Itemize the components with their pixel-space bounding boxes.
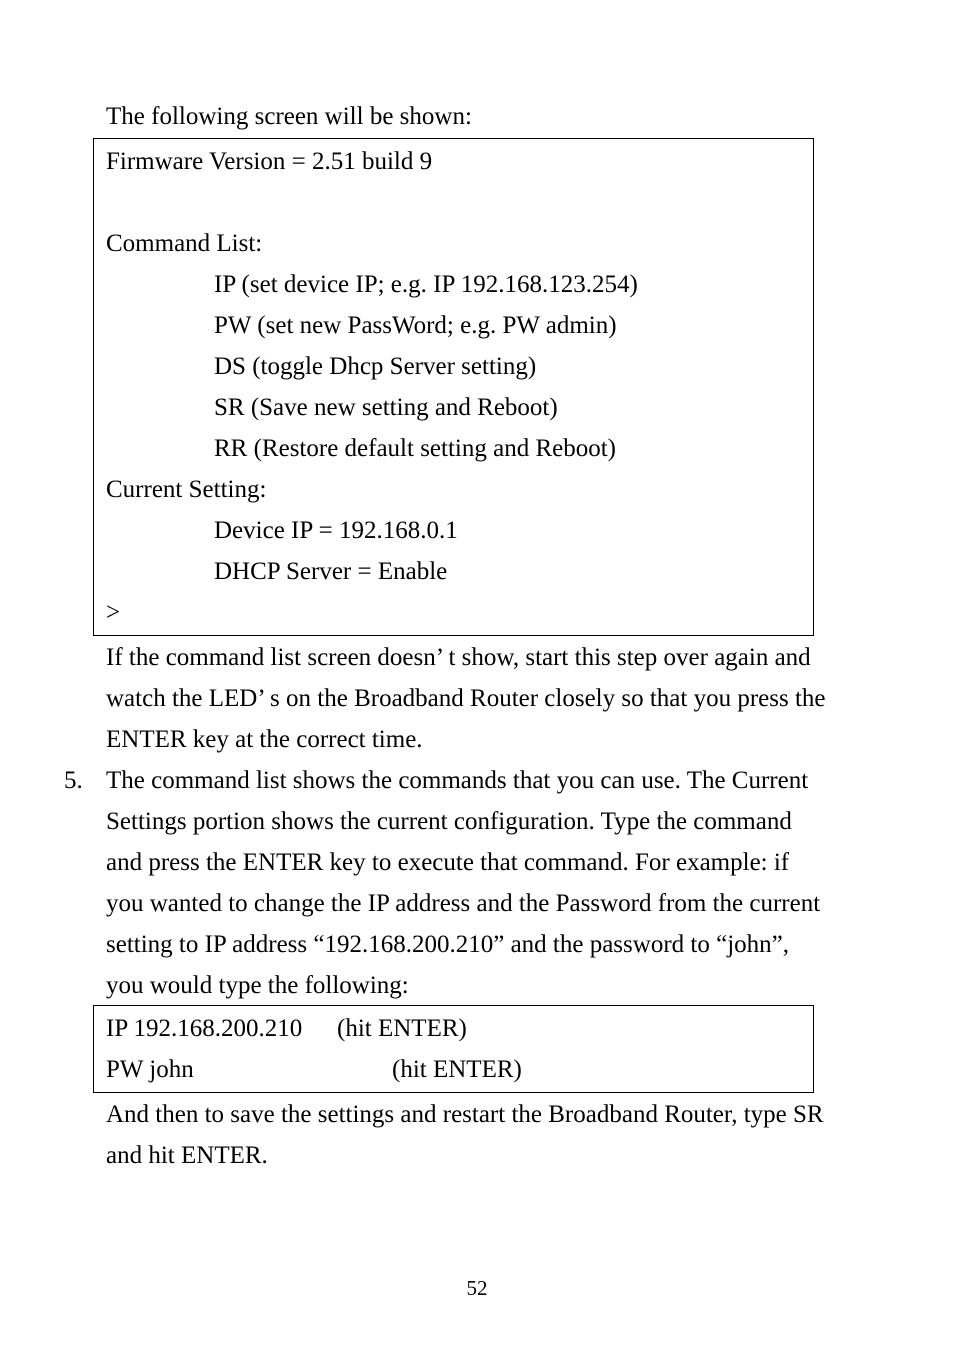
step-number: 5.	[64, 767, 83, 794]
command-ip: IP (set device IP; e.g. IP 192.168.123.254)	[214, 271, 638, 298]
note-line: watch the LED’ s on the Broadband Router closely so that you press the	[106, 685, 826, 712]
step-line: and press the ENTER key to execute that command. For example: if	[106, 849, 790, 876]
example-action-pw: (hit ENTER)	[392, 1056, 522, 1083]
example-command-ip: IP 192.168.200.210	[106, 1015, 303, 1042]
example-action-ip: (hit ENTER)	[337, 1015, 467, 1042]
step-line: Settings portion shows the current configuration. Type the command	[106, 808, 792, 835]
step-line: The command list shows the commands that you can use. The Current	[106, 767, 809, 794]
step-line: you wanted to change the IP address and the Password from the current	[106, 890, 821, 917]
firmware-version: Firmware Version = 2.51 build 9	[106, 148, 433, 175]
command-ds: DS (toggle Dhcp Server setting)	[214, 353, 537, 380]
note-line: ENTER key at the correct time.	[106, 726, 423, 753]
closing-line: And then to save the settings and restart the Broadband Router, type SR	[106, 1101, 824, 1128]
setting-device-ip: Device IP = 192.168.0.1	[214, 517, 458, 544]
command-rr: RR (Restore default setting and Reboot)	[214, 435, 617, 462]
step-line: setting to IP address “192.168.200.210” and the password to “john”,	[106, 931, 789, 958]
command-list-label: Command List:	[106, 230, 263, 257]
current-setting-label: Current Setting:	[106, 476, 267, 503]
command-sr: SR (Save new setting and Reboot)	[214, 394, 558, 421]
command-pw: PW (set new PassWord; e.g. PW admin)	[214, 312, 617, 339]
example-commands-box	[93, 1005, 814, 1093]
command-prompt: >	[106, 599, 121, 626]
example-command-pw: PW john	[106, 1056, 194, 1083]
setting-dhcp-server: DHCP Server = Enable	[214, 558, 448, 585]
closing-line: and hit ENTER.	[106, 1142, 268, 1169]
page-number: 52	[466, 1276, 488, 1300]
screen-output-box	[93, 138, 814, 636]
step-line: you would type the following:	[106, 972, 409, 999]
intro-text: The following screen will be shown:	[106, 103, 472, 130]
note-line: If the command list screen doesn’ t show, start this step over again and	[106, 644, 811, 671]
